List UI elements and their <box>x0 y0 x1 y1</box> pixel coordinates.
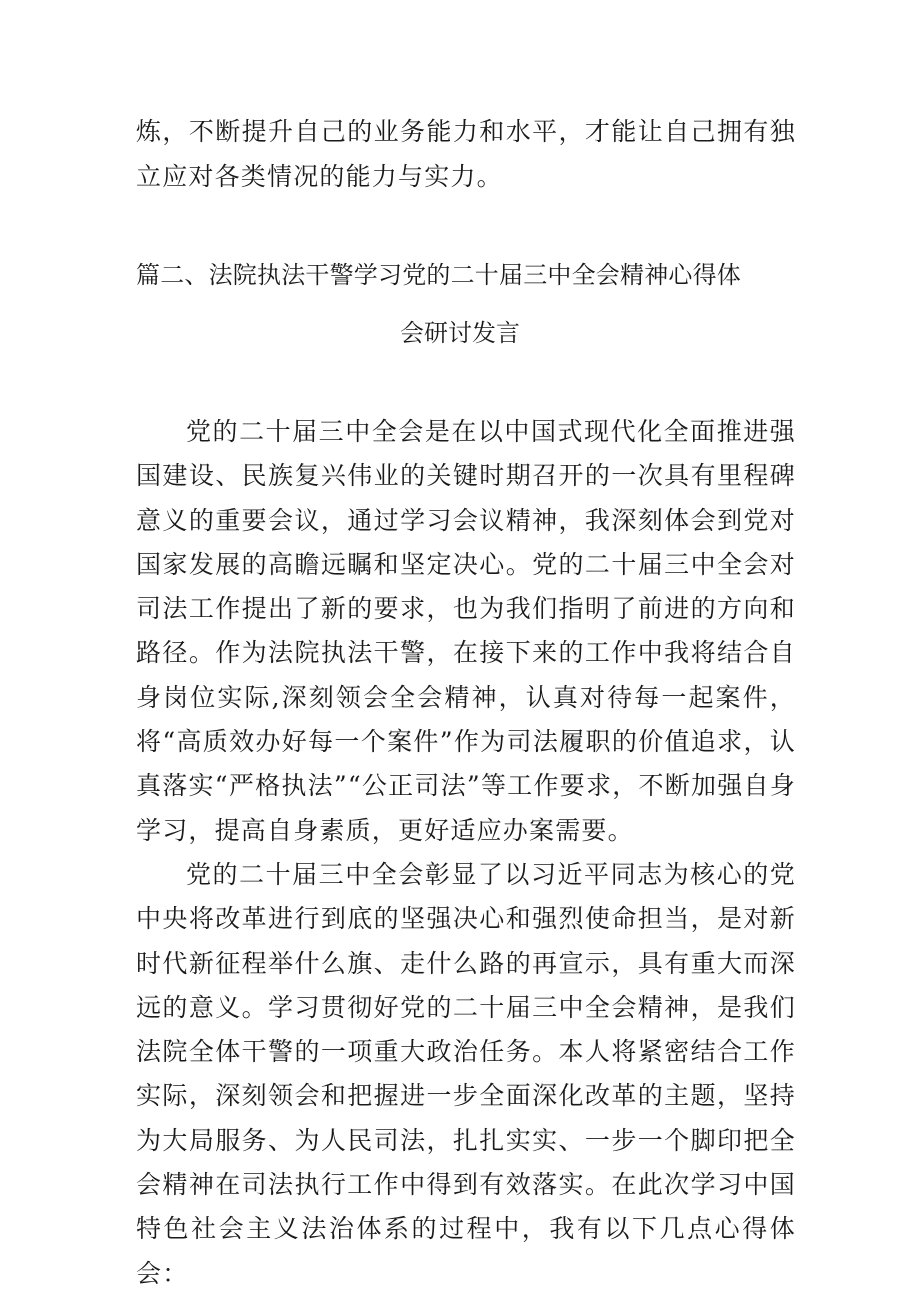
section-body <box>136 410 796 1296</box>
section-title-line-1: 篇二、法院执法干警学习党的二十届三中全会精神心得体 <box>136 261 741 289</box>
body-paragraph-1: 党的二十届三中全会是在以中国式现代化全面推进强国建设、民族复兴伟业的关键时期召开的一次具有里程碑意义的重要会议，通过学习会议精神，我深刻体会到党对国家发展的高瞻远瞩和坚定决心。党的二十届三中全会对司法工作提出了新的要求，也为我们指明了前进的方向和路径。作为法院执法干警，在接下来的工作中我将结合自身岗位实际,深刻领会全会精神，认真对待每一起案件，将“高质效办好每一个案件”作为司法履职的价值追求，认真落实“严格执法”“公正司法”等工作要求，不断加强自身学习，提高自身素质，更好适应办案需要。 <box>136 417 796 845</box>
continuation-paragraph: 炼，不断提升自己的业务能力和水平，才能让自己拥有独立应对各类情况的能力与实力。 <box>136 117 796 191</box>
previous-section-continuation <box>136 110 796 199</box>
section-title-line-2: 会研讨发言 <box>400 319 520 347</box>
body-paragraph-2: 党的二十届三中全会彰显了以习近平同志为核心的党中央将改革进行到底的坚强决心和强烈使命担当，是对新时代新征程举什么旗、走什么路的再宣示，具有重大而深远的意义。学习贯彻好党的二十届三中全会精神，是我们法院全体干警的一项重大政治任务。本人将紧密结合工作实际，深刻领会和把握进一步全面深化改革的主题，坚持为大局服务、为人民司法，扎扎实实、一步一个脚印把全会精神在司法执行工作中得到有效落实。在此次学习中国特色社会主义法治体系的过程中，我有以下几点心得体会： <box>136 859 796 1288</box>
